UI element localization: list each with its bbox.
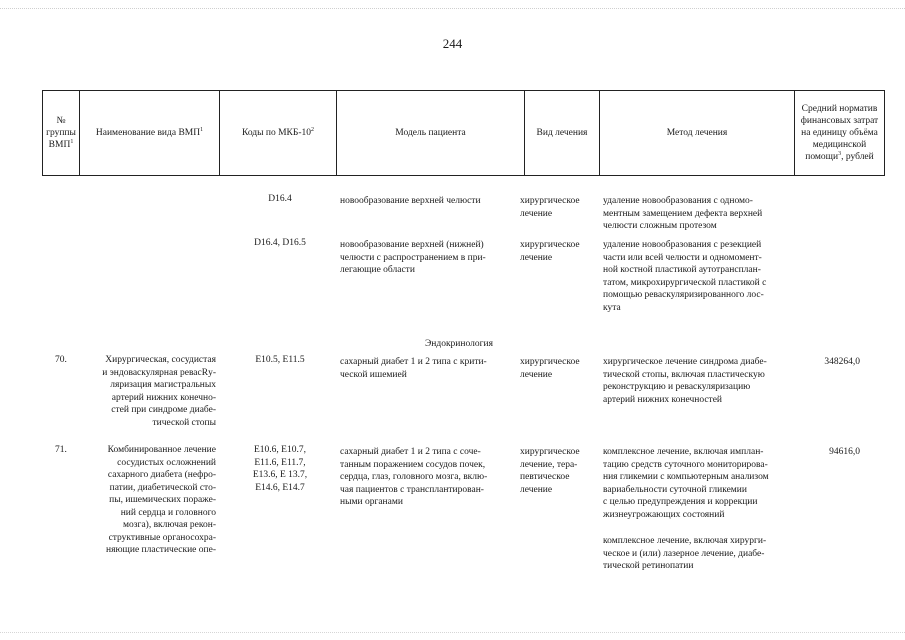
row-treatment-method: удаление новообразования с резекцией части или всей челюсти и одномомент- ной костной пластикой аутотрансплан- татом, микрохирургической пластикой с помощью реваскуляризированного лос- кута bbox=[603, 240, 767, 313]
row-patient-model: сахарный диабет 1 и 2 типа с соче- танным поражением сосудов почек, сердца, глаз, головного мозга, вклю- чая пациентов с трансплантирован- ными органами bbox=[340, 447, 488, 507]
page-number: 244 bbox=[442, 36, 463, 51]
header-patient-model: Модель пациента bbox=[337, 91, 525, 176]
row-treatment-type: хирургическое лечение bbox=[520, 196, 580, 219]
row-codes: D16.4 bbox=[268, 194, 292, 204]
row-patient-model: новообразование верхней (нижней) челюсти с распространением в при- легающие области bbox=[340, 240, 486, 275]
header-treatment-type: Вид лечения bbox=[525, 91, 600, 176]
section-heading: Эндокринология bbox=[425, 339, 493, 349]
header-average-cost: Средний норматив финансовых затрат на единицу объёма медицинской помощи$^3$, рублей bbox=[795, 91, 885, 176]
row-vmp-name: Комбинированное лечение сосудистых осложнений сахарного диабета (нефро- патии, диабетической сто- пы, ишемических пораже- ний сердца и головного мозга), включая рекон- структивные органосохра- няющие пластические опе- bbox=[106, 445, 216, 555]
header-vmp-name: Наименование вида ВМП$^1$ bbox=[80, 91, 220, 176]
row-treatment-method: комплексное лечение, включая имплан- тацию средств суточного мониторирова- ния гликемии с компьютерным анализом вариабельности суточной гликемии с целью предупреждения и коррекции жизнеугрожающих состояний bbox=[603, 447, 769, 520]
row-vmp-name: Хирургическая, сосудистая и эндоваскулярная ревасRу- ляризация магистральных артерий нижних конечно- стей при синдроме диабе- тической стопы bbox=[102, 355, 216, 428]
row-treatment-type: хирургическое лечение bbox=[520, 240, 580, 263]
row-average-cost: 348264,0 bbox=[824, 357, 860, 367]
row-treatment-type: хирургическое лечение, тера- певтическое лечение bbox=[520, 447, 580, 495]
row-treatment-method-secondary: комплексное лечение, включая хирурги- ческое и (или) лазерное лечение, диабе- тической ретинопатии bbox=[603, 536, 767, 571]
row-treatment-method: удаление новообразования с одномо- ментным замещением дефекта верхней челюсти сложным протезом bbox=[603, 196, 763, 231]
row-group-number: 70. bbox=[55, 355, 67, 365]
row-codes: E10.5, E11.5 bbox=[255, 355, 305, 365]
row-treatment-type: хирургическое лечение bbox=[520, 357, 580, 380]
header-icd-codes: Коды по МКБ-$10^2$ bbox=[220, 91, 337, 176]
row-average-cost: 94616,0 bbox=[829, 447, 860, 457]
scan-edge-top bbox=[0, 8, 905, 9]
row-patient-model: сахарный диабет 1 и 2 типа с крити- ческой ишемией bbox=[340, 357, 487, 380]
row-group-number: 71. bbox=[55, 445, 67, 455]
header-group-number: № группы ВМП$^1$ bbox=[43, 91, 80, 176]
row-patient-model: новообразование верхней челюсти bbox=[340, 196, 481, 206]
row-treatment-method: хирургическое лечение синдрома диабе- тической стопы, включая пластическую реконструкцию и реваскуляризацию артерий нижних конечностей bbox=[603, 357, 767, 405]
row-codes: D16.4, D16.5 bbox=[254, 238, 306, 248]
header-treatment-method: Метод лечения bbox=[600, 91, 795, 176]
scan-edge-bottom bbox=[0, 632, 905, 633]
row-codes: E10.6, E10.7, E11.6, E11.7, E13.6, E 13.7, E14.6, E14.7 bbox=[252, 445, 308, 493]
table-header bbox=[42, 90, 885, 176]
